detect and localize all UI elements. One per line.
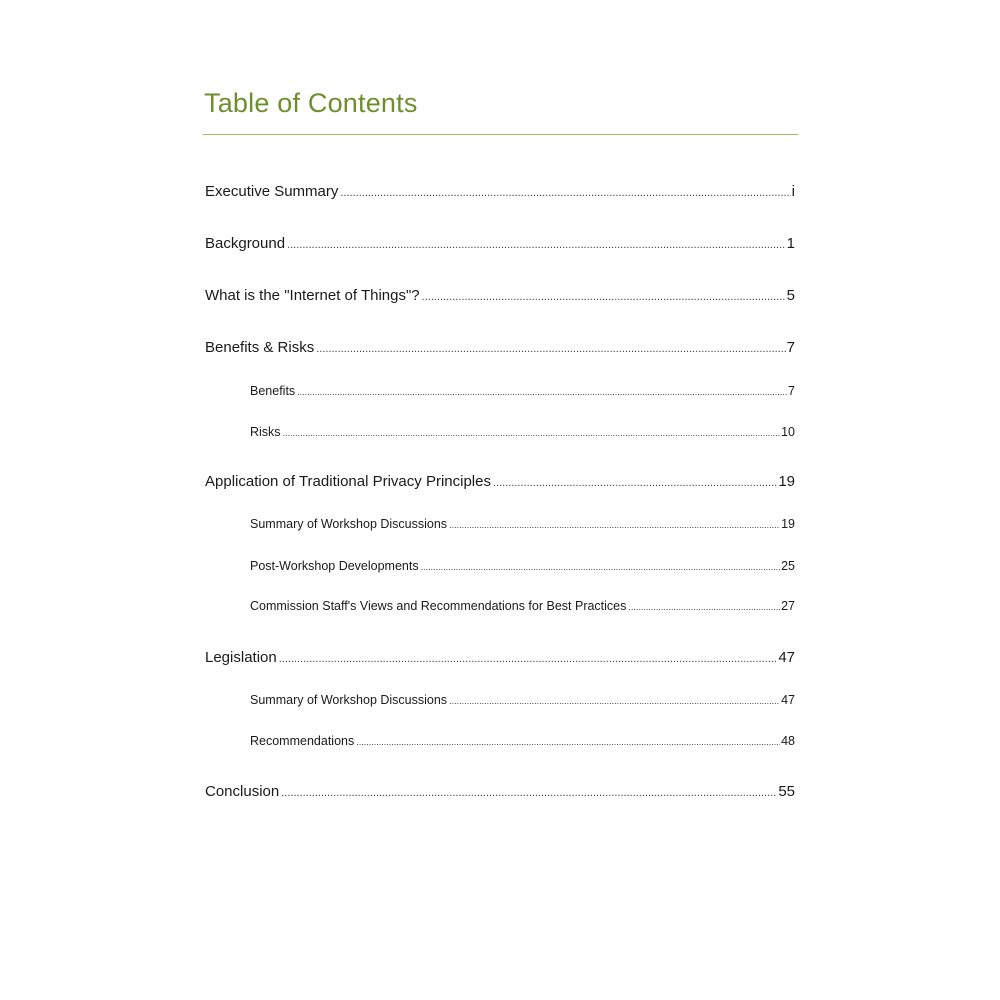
dot-leader [421,562,781,572]
toc-subentry-staff-views-best-practices[interactable] [250,599,795,613]
toc-entry-benefits-risks[interactable] [205,339,795,356]
dot-leader [493,477,777,489]
toc-entry-background[interactable] [205,235,795,252]
dot-leader [281,787,777,799]
toc-entry-label: Post-Workshop Developments [250,559,419,573]
toc-entry-internet-of-things[interactable] [205,287,795,304]
toc-entry-page: 10 [781,425,795,439]
toc-entry-page: 55 [778,783,795,800]
toc-entry-label: Benefits & Risks [205,339,315,356]
toc-entry-conclusion[interactable] [205,783,795,800]
toc-entry-label: Benefits [250,384,296,398]
toc-entry-page: i [791,183,795,200]
toc-entry-page: 27 [781,599,795,613]
toc-entry-label: Legislation [205,649,277,666]
toc-entry-legislation[interactable] [205,649,795,666]
dot-leader [422,291,786,303]
title-divider [203,134,798,135]
dot-leader [340,187,790,199]
dot-leader [449,520,780,530]
toc-entry-label: Summary of Workshop Discussions [250,517,448,531]
dot-leader [287,239,786,251]
toc-entry-label: Commission Staff's Views and Recommendations for Best Practices [250,599,627,613]
toc-entry-page: 47 [778,649,795,666]
toc-entry-label: Summary of Workshop Discussions [250,693,448,707]
toc-entry-page: 19 [781,517,795,531]
toc-entry-label: Conclusion [205,783,280,800]
toc-entry-label: Background [205,235,286,252]
dot-leader [279,653,778,665]
page-title: Table of Contents [204,88,418,118]
dot-leader [316,343,785,355]
toc-entry-executive-summary[interactable] [205,183,795,200]
dot-leader [628,602,780,612]
dot-leader [283,428,781,438]
toc-entry-traditional-privacy-principles[interactable] [205,473,795,490]
toc-entry-page: 7 [788,384,795,398]
toc-subentry-workshop-discussions[interactable] [250,517,795,531]
toc-entry-label: Recommendations [250,734,355,748]
toc-entry-page: 47 [781,693,795,707]
toc-subentry-post-workshop-developments[interactable] [250,559,795,573]
toc-subentry-recommendations[interactable] [250,734,795,748]
toc-entry-label: Executive Summary [205,183,339,200]
dot-leader [297,387,787,397]
toc-entry-page: 7 [786,339,795,356]
toc-entry-label: Application of Traditional Privacy Principles [205,473,491,490]
toc-entry-label: Risks [250,425,281,439]
dot-leader [356,737,780,747]
toc-entry-page: 5 [786,287,795,304]
toc-entry-page: 19 [778,473,795,490]
dot-leader [449,696,780,706]
toc-entry-page: 48 [781,734,795,748]
toc-entry-page: 25 [781,559,795,573]
toc-entry-label: What is the "Internet of Things"? [205,287,420,304]
toc-subentry-risks[interactable] [250,425,795,439]
toc-subentry-benefits[interactable] [250,384,795,398]
toc-entry-page: 1 [786,235,795,252]
toc-subentry-legislation-workshop-discussions[interactable] [250,693,795,707]
